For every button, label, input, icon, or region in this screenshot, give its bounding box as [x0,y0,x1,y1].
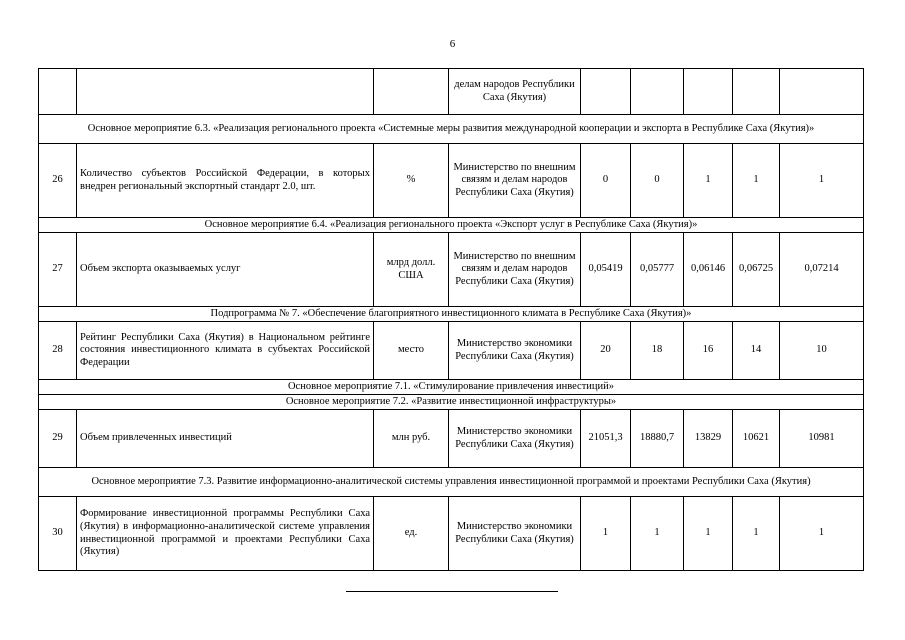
value-cell: 18 [631,322,684,380]
section-heading-7-3: Основное мероприятие 7.3. Развитие информационно-аналитической системы управления инвестиционной программой и проектами Республики Саха (Якутия) [39,468,864,497]
value-cell: 1 [684,144,733,218]
page-number: 6 [449,38,456,50]
value-cell [581,69,631,115]
value-cell: 1 [631,497,684,571]
row-number-cell: 28 [39,322,77,380]
indicators-table [38,68,864,571]
table-row [39,410,864,468]
table-row [39,497,864,571]
table-row [39,69,864,115]
responsible-cell: делам народов Республики Саха (Якутия) [449,69,581,115]
unit-cell: ед. [374,497,449,571]
responsible-cell: Министерство по внешним связям и делам народов Республики Саха (Якутия) [449,144,581,218]
value-cell: 0,05777 [631,233,684,307]
value-cell [684,69,733,115]
value-cell: 13829 [684,410,733,468]
section-row [39,395,864,410]
value-cell: 1 [733,497,780,571]
section-row [39,115,864,144]
indicator-name-cell: Объем привлеченных инвестиций [77,410,374,468]
value-cell: 1 [780,497,864,571]
value-cell [631,69,684,115]
value-cell: 0 [581,144,631,218]
indicator-name-cell [77,69,374,115]
value-cell: 0 [631,144,684,218]
row-number-cell: 30 [39,497,77,571]
responsible-cell: Министерство экономики Республики Саха (Якутия) [449,410,581,468]
value-cell: 1 [581,497,631,571]
value-cell: 0,06146 [684,233,733,307]
unit-cell: млн руб. [374,410,449,468]
section-row [39,307,864,322]
value-cell: 14 [733,322,780,380]
indicator-name-cell: Рейтинг Республики Саха (Якутия) в Национальном рейтинге состояния инвестиционного климата в субъектах Российской Федерации [77,322,374,380]
row-number-cell: 27 [39,233,77,307]
value-cell: 18880,7 [631,410,684,468]
footer-divider [346,591,558,592]
table-row [39,144,864,218]
responsible-cell: Министерство по внешним связям и делам народов Республики Саха (Якутия) [449,233,581,307]
value-cell [733,69,780,115]
value-cell: 10 [780,322,864,380]
section-heading-7-1: Основное мероприятие 7.1. «Стимулирование привлечения инвестиций» [39,380,864,395]
value-cell: 10981 [780,410,864,468]
value-cell [780,69,864,115]
section-heading-subprogram-7: Подпрограмма № 7. «Обеспечение благоприятного инвестиционного климата в Республике Саха (Якутия)» [39,307,864,322]
value-cell: 10621 [733,410,780,468]
value-cell: 0,07214 [780,233,864,307]
value-cell: 1 [780,144,864,218]
section-heading-6-4: Основное мероприятие 6.4. «Реализация регионального проекта «Экспорт услуг в Республике Саха (Якутия)» [39,218,864,233]
value-cell: 21051,3 [581,410,631,468]
value-cell: 0,05419 [581,233,631,307]
table-row [39,322,864,380]
section-row [39,468,864,497]
responsible-cell: Министерство экономики Республики Саха (Якутия) [449,497,581,571]
unit-cell: место [374,322,449,380]
section-row [39,218,864,233]
indicator-name-cell: Количество субъектов Российской Федерации, в которых внедрен региональный экспортный стандарт 2.0, шт. [77,144,374,218]
indicator-name-cell: Формирование инвестиционной программы Республики Саха (Якутия) в информационно-аналитической системе управления инвестиционной программой и проектами Республики Саха (Якутия) [77,497,374,571]
value-cell: 1 [733,144,780,218]
indicator-name-cell: Объем экспорта оказываемых услуг [77,233,374,307]
row-number-cell: 26 [39,144,77,218]
row-number-cell: 29 [39,410,77,468]
section-heading-6-3: Основное мероприятие 6.3. «Реализация регионального проекта «Системные меры развития международной кооперации и экспорта в Республике Саха (Якутия)» [39,115,864,144]
unit-cell: % [374,144,449,218]
unit-cell [374,69,449,115]
table-row [39,233,864,307]
responsible-cell: Министерство экономики Республики Саха (Якутия) [449,322,581,380]
row-number-cell [39,69,77,115]
section-row [39,380,864,395]
value-cell: 20 [581,322,631,380]
value-cell: 1 [684,497,733,571]
unit-cell: млрд долл. США [374,233,449,307]
value-cell: 0,06725 [733,233,780,307]
section-heading-7-2: Основное мероприятие 7.2. «Развитие инвестиционной инфраструктуры» [39,395,864,410]
value-cell: 16 [684,322,733,380]
